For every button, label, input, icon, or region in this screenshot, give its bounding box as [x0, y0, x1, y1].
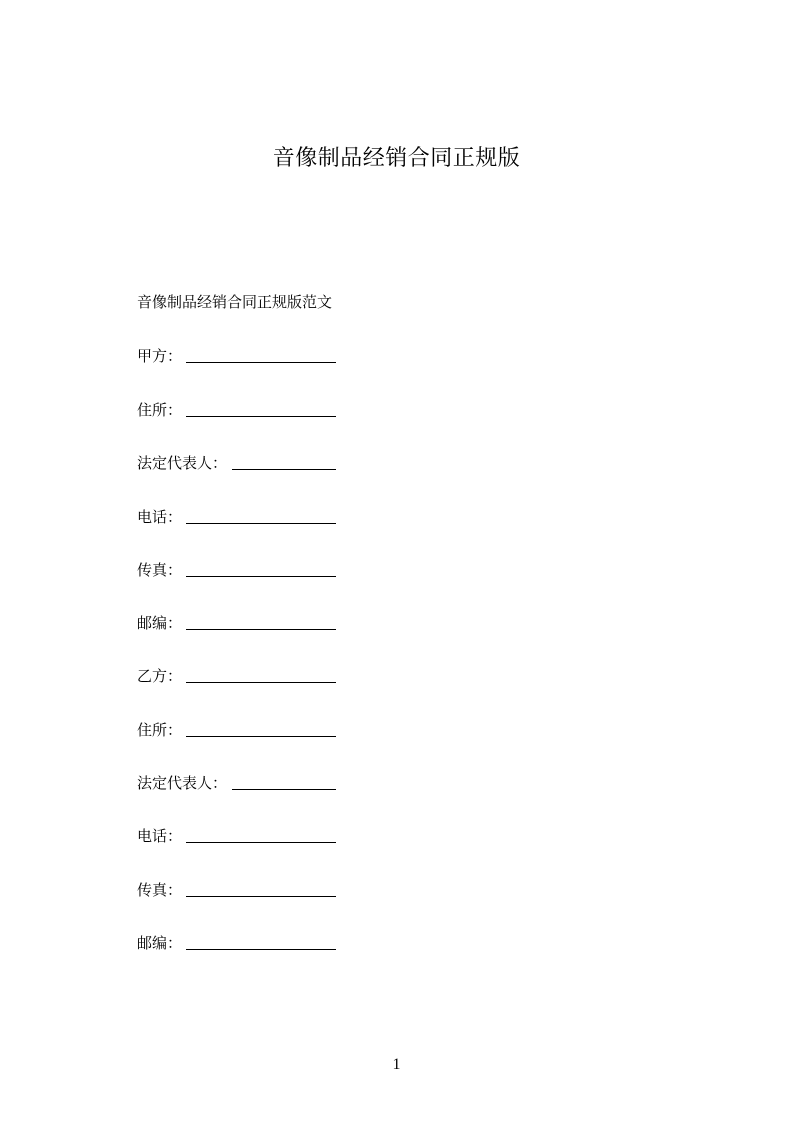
party-a-fax-field [137, 559, 337, 579]
party-b-fax-blank[interactable] [186, 896, 336, 897]
party-b-name-field [137, 665, 337, 685]
party-b-phone-field [137, 825, 337, 845]
party-a-name-field [137, 345, 337, 365]
party-a-address-label: 住所： [137, 401, 183, 419]
party-a-address-blank[interactable] [186, 416, 336, 417]
party-a-postcode-label: 邮编： [137, 614, 183, 632]
party-b-representative-label: 法定代表人： [137, 774, 228, 792]
party-b-phone-blank[interactable] [186, 842, 336, 843]
party-b-representative-blank[interactable] [232, 789, 336, 790]
party-b-phone-label: 电话： [137, 827, 183, 845]
party-a-name-label: 甲方： [137, 347, 183, 365]
party-b-representative-field [137, 772, 337, 792]
party-b-postcode-blank[interactable] [186, 949, 336, 950]
party-a-address-field [137, 399, 337, 419]
party-a-fax-blank[interactable] [186, 576, 336, 577]
party-b-fax-field [137, 879, 337, 899]
document-title: 音像制品经销合同正规版 [272, 146, 521, 171]
party-a-name-blank[interactable] [186, 362, 336, 363]
party-b-address-blank[interactable] [186, 736, 336, 737]
document-subtitle: 音像制品经销合同正规版范文 [137, 293, 333, 311]
party-a-phone-blank[interactable] [186, 523, 336, 524]
party-a-postcode-blank[interactable] [186, 629, 336, 630]
party-b-address-label: 住所： [137, 721, 183, 739]
party-a-phone-field [137, 506, 337, 526]
party-a-postcode-field [137, 612, 337, 632]
party-b-postcode-field [137, 932, 337, 952]
page-number: 1 [392, 1056, 401, 1073]
party-b-fax-label: 传真： [137, 881, 183, 899]
party-a-phone-label: 电话： [137, 508, 183, 526]
party-a-representative-field [137, 452, 337, 472]
party-a-representative-blank[interactable] [232, 469, 336, 470]
party-a-representative-label: 法定代表人： [137, 454, 228, 472]
party-b-name-blank[interactable] [186, 682, 336, 683]
party-b-postcode-label: 邮编： [137, 934, 183, 952]
party-b-address-field [137, 719, 337, 739]
party-b-name-label: 乙方： [137, 667, 183, 685]
party-a-fax-label: 传真： [137, 561, 183, 579]
